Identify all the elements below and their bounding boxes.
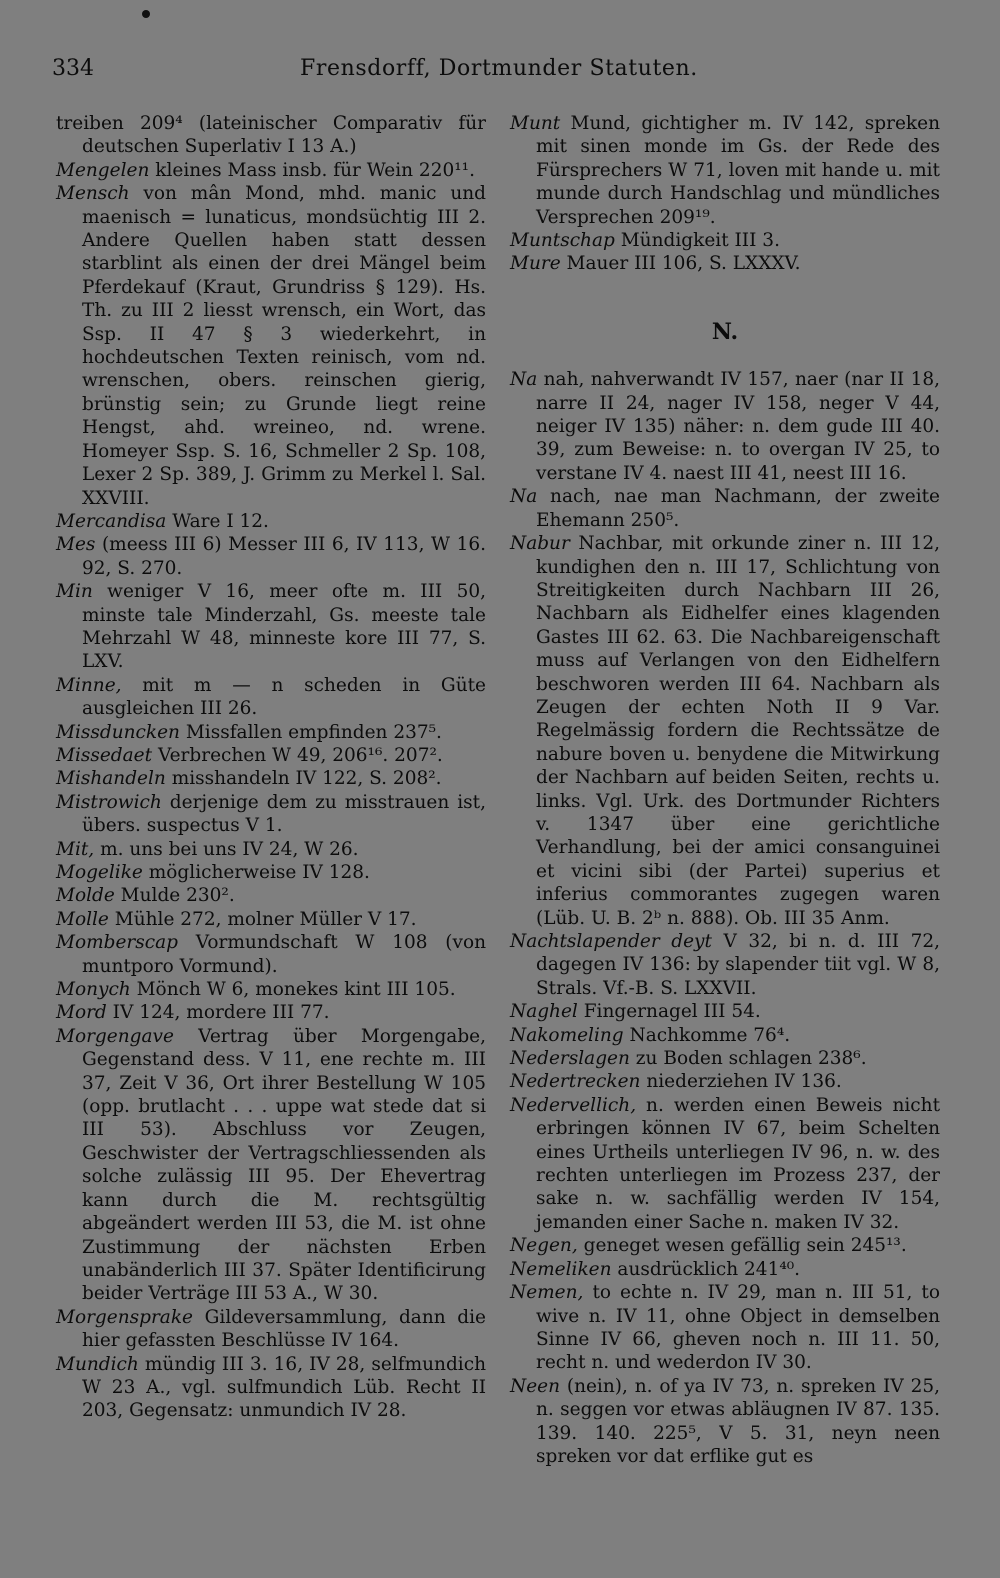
dictionary-entry	[510, 1094, 940, 1234]
entry-headword: Mord	[56, 1002, 107, 1024]
entry-headword: Nakomeling	[510, 1024, 624, 1046]
entry-text: Mund, gichtigher m. IV 142, spreken mit sinen monde im Gs. der Rede des Fürsprechers W 71, loven mit hande u. mit munde durch Handschlag und mündliches Versprechen 209¹⁹.	[536, 113, 940, 228]
dictionary-entry	[510, 368, 940, 485]
dictionary-entry	[510, 1234, 940, 1257]
entry-headword: Neen	[510, 1375, 560, 1397]
entry-headword: Nedertrecken	[510, 1071, 641, 1093]
entry-text: niederziehen IV 136.	[640, 1071, 842, 1093]
entry-headword: Nachtslapender deyt	[510, 931, 712, 952]
entry-headword: Missduncken	[56, 721, 180, 743]
left-column	[56, 112, 486, 1423]
entry-text: nah, nahverwandt IV 157, naer (nar II 18, narre II 24, nager IV 158, neger V 44, neiger IV 135) näher: n. dem gude III 40. 39, zum Beweise: n. to overgan IV 25, to verstane IV 4. naest III 41, neest III 16.	[536, 369, 940, 484]
entry-headword: Morgensprake	[56, 1306, 193, 1328]
right-column	[510, 112, 940, 1468]
entry-text: mündig III 3. 16, IV 28, selfmundich W 23 A., vgl. sulfmundich Lüb. Recht II 203, Gegensatz: unmundich IV 28.	[82, 1353, 486, 1422]
dictionary-entry	[56, 159, 486, 182]
entry-headword: Naghel	[510, 1001, 578, 1023]
dictionary-entry	[56, 767, 486, 790]
dictionary-entry	[56, 931, 486, 978]
entry-text: weniger V 16, meer ofte m. III 50, minste tale Minderzahl, Gs. meeste tale Mehrzahl W 48, minneste kore III 77, S. LXV.	[82, 581, 486, 673]
dictionary-entry	[56, 861, 486, 884]
entry-text: treiben 209⁴ (lateinischer Comparativ für deutschen Superlativ I 13 A.)	[56, 113, 486, 158]
right-entries-n	[510, 368, 940, 1468]
dictionary-entry	[510, 1000, 940, 1023]
entry-headword: Missedaet	[56, 744, 153, 766]
entry-text: mit m — n scheden in Güte ausgleichen III 26.	[82, 674, 486, 720]
dictionary-entry	[56, 1306, 486, 1353]
entry-headword: Nedervellich,	[510, 1094, 637, 1116]
entry-text: Mauer III 106, S. LXXXV.	[560, 253, 801, 275]
entry-headword: Nabur	[510, 533, 570, 555]
dictionary-entry	[510, 930, 940, 1000]
running-title: Frensdorff, Dortmunder Statuten.	[300, 56, 698, 81]
dictionary-entry	[510, 1375, 940, 1469]
entry-text: Ware I 12.	[166, 510, 269, 532]
entry-text: ausdrücklich 241⁴⁰.	[611, 1258, 801, 1280]
entry-headword: Mure	[510, 253, 561, 275]
dictionary-entry	[56, 674, 486, 721]
dictionary-entry	[510, 112, 940, 229]
entry-headword: Mistrowich	[56, 791, 162, 813]
entry-headword: Molle	[56, 908, 109, 930]
entry-text: Missfallen empfinden 237⁵.	[179, 721, 442, 743]
entry-text: möglicherweise IV 128.	[142, 862, 370, 883]
entry-text: Mündigkeit III 3.	[614, 230, 780, 252]
dictionary-entry	[56, 721, 486, 744]
entry-headword: Nederslagen	[510, 1048, 630, 1070]
entry-text: Mulde 230².	[114, 885, 235, 907]
dictionary-entry	[56, 978, 486, 1001]
entry-text: (meess III 6) Messer III 6, IV 113, W 16. 92, S. 270.	[82, 534, 486, 579]
entry-text: n. werden einen Beweis nicht erbringen können IV 67, beim Schelten eines Urtheils unterliegen IV 96, n. w. des rechten unterliegen im Prozess 237, der sake n. w. sachfällig werden IV 154, jemanden einer Sache n. maken IV 32.	[536, 1094, 940, 1233]
dictionary-entry	[510, 1024, 940, 1047]
entry-text: (nein), n. of ya IV 73, n. spreken IV 25, n. seggen vor etwas abläugnen IV 87. 135. 139. 140. 225⁵, V 5. 31, neyn neen spreken vor dat erflike gut es	[536, 1375, 940, 1467]
entry-text: Nachbar, mit orkunde ziner n. III 12, kundighen den n. III 17, Schlichtung von Streitigkeiten durch Nachbarn III 26, Nachbarn als Eidhelfer eines klagenden Gastes III 62. 63. Die Nachbareigenschaft muss auf Verlangen von den Eidhelfern beschworen werden III 64. Nachbarn als Zeugen der echten Noth II 9 Var. Regelmässig fordern die Rechtssätze de nabure boven u. benydene die Mitwirkung der Nachbarn auf beiden Seiten, rechts u. links. Vgl. Urk. des Dortmunder Richters v. 1347 über eine gerichtliche Verhandlung, bei der amici consanguinei et vicini sibi (der Partei) superius et inferius commorantes zugegen waren (Lüb. U. B. 2ᵇ n. 888). Ob. III 35 Anm.	[536, 533, 940, 929]
entry-text: misshandeln IV 122, S. 208².	[165, 768, 442, 790]
entry-text: Verbrechen W 49, 206¹⁶. 207².	[152, 744, 443, 766]
entry-headword: Mercandisa	[56, 510, 167, 532]
entry-headword: Monych	[56, 979, 131, 1001]
entry-text: Gildeversammlung, dann die hier gefassten Beschlüsse IV 164.	[82, 1306, 486, 1352]
dictionary-entry	[56, 1353, 486, 1423]
entry-headword: Nemeliken	[510, 1258, 612, 1280]
section-heading: N.	[711, 318, 739, 345]
entry-text: geneget wesen gefällig sein 245¹³.	[577, 1235, 907, 1257]
entry-headword: Mengelen	[56, 159, 150, 181]
dictionary-entry	[56, 791, 486, 838]
entry-headword: Mogelike	[56, 862, 143, 883]
entry-text: Nachkomme 76⁴.	[623, 1024, 791, 1046]
dictionary-entry	[56, 112, 486, 159]
dictionary-entry	[56, 744, 486, 767]
dictionary-entry	[510, 229, 940, 252]
entry-text: Mönch W 6, monekes kint III 105.	[130, 979, 456, 1001]
entry-headword: Munt	[510, 113, 561, 134]
entry-headword: Min	[56, 581, 93, 603]
dictionary-entry	[510, 1258, 940, 1281]
entry-text: Fingernagel III 54.	[577, 1001, 761, 1023]
dictionary-entry	[510, 1047, 940, 1070]
entry-text: IV 124, mordere III 77.	[106, 1002, 330, 1024]
dictionary-entry	[510, 485, 940, 532]
dictionary-entry	[56, 510, 486, 533]
entry-text: Vertrag über Morgengabe, Gegenstand dess. V 11, ene rechte m. III 37, Zeit V 36, Ort ihrer Bestellung W 105 (opp. brutlacht . . . uppe wat stede dat si III 53). Abschluss vor Zeugen, Geschwister der Vertragschliessenden als solche zulässig III 95. Der Ehevertrag kann durch die M. rechtsgültig abgeändert werden III 53, die M. ist ohne Zustimmung der nächsten Erben unabänderlich III 37. Später Identificirung beider Verträge III 53 A., W 30.	[82, 1025, 486, 1305]
entry-headword: Minne,	[56, 674, 122, 696]
dictionary-entry	[56, 533, 486, 580]
entry-text: zu Boden schlagen 238⁶.	[629, 1048, 867, 1070]
entry-headword: Nemen,	[510, 1282, 584, 1304]
dictionary-entry	[510, 252, 940, 275]
entry-text: m. uns bei uns IV 24, W 26.	[94, 838, 359, 860]
dictionary-entry	[56, 908, 486, 931]
entry-headword: Molde	[56, 885, 115, 907]
entry-headword: Mishandeln	[56, 768, 166, 790]
dictionary-entry	[56, 182, 486, 510]
page-number: 334	[52, 56, 94, 81]
entry-text: Mühle 272, molner Müller V 17.	[108, 908, 417, 930]
ink-speck	[142, 10, 150, 18]
dictionary-entry	[56, 838, 486, 861]
entry-headword: Na	[510, 369, 538, 391]
right-entries-m	[510, 112, 940, 276]
entry-headword: Mes	[56, 534, 96, 556]
dictionary-entry	[510, 1070, 940, 1093]
entry-headword: Mundich	[56, 1353, 139, 1375]
dictionary-entry	[56, 580, 486, 674]
entry-text: von mân Mond, mhd. manic und maenisch = lunaticus, mondsüchtig III 2. Andere Quellen haben statt dessen starblint als einen der drei Mängel beim Pferdekauf (Kraut, Grundriss § 129). Hs. Th. zu III 2 liesst wrensch, ein Wort, das Ssp. II 47 § 3 wiederkehrt, in hochdeutschen Texten reinisch, vom nd. wrenschen, obers. reinschen gierig, brünstig sein; zu Grunde liegt reine Hengst, ahd. wreineo, nd. wrene. Homeyer Ssp. S. 16, Schmeller 2 Sp. 108, Lexer 2 Sp. 389, J. Grimm zu Merkel l. Sal. XXVIII.	[82, 183, 486, 509]
entry-headword: Muntschap	[510, 230, 615, 252]
entry-text: kleines Mass insb. für Wein 220¹¹.	[149, 159, 475, 181]
entry-text: to echte n. IV 29, man n. III 51, to wive n. IV 11, ohne Object in demselben Sinne IV 66, gheven noch n. III 11. 50, recht n. und wederdon IV 30.	[536, 1282, 940, 1374]
dictionary-entry	[56, 884, 486, 907]
dictionary-entry	[510, 1281, 940, 1375]
entry-text: V 32, bi n. d. III 72, dagegen IV 136: by slapender tiit vgl. W 8, Strals. Vf.-B. S. LXXVII.	[536, 931, 941, 999]
dictionary-entry	[56, 1025, 486, 1306]
entry-text: Vormundschaft W 108 (von muntporo Vormund).	[82, 932, 486, 977]
entry-headword: Negen,	[510, 1235, 578, 1257]
dictionary-entry	[56, 1001, 486, 1024]
entry-headword: Momberscap	[56, 932, 178, 954]
entry-headword: Morgengave	[56, 1025, 174, 1047]
dictionary-entry	[510, 532, 940, 930]
entry-text: derjenige dem zu misstrauen ist, übers. suspectus V 1.	[82, 791, 486, 837]
entry-headword: Mit,	[56, 838, 95, 860]
entry-headword: Na	[510, 486, 538, 508]
entry-headword: Mensch	[56, 183, 130, 205]
entry-text: nach, nae man Nachmann, der zweite Ehemann 250⁵.	[536, 486, 940, 531]
